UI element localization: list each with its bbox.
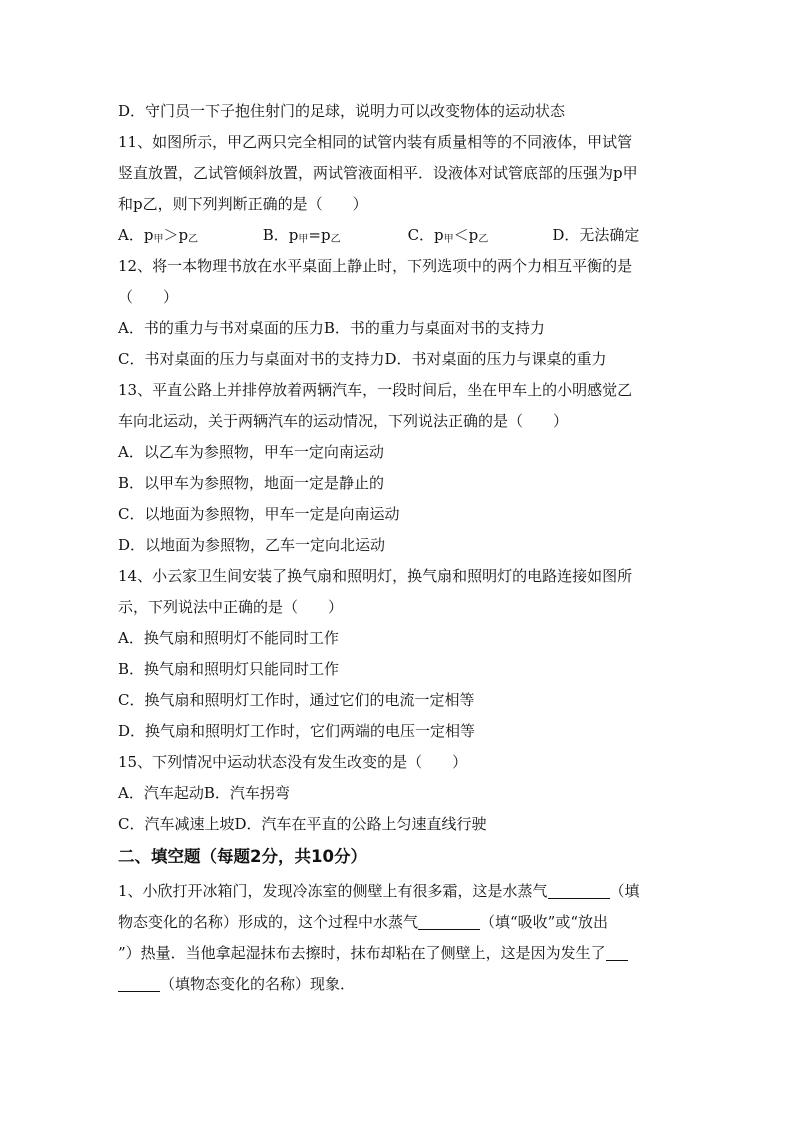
q13-stem-line-1: 13、平直公路上并排停放着两辆汽车，一段时间后，坐在甲车上的小明感觉乙 — [118, 381, 633, 399]
q15-stem: 15、下列情况中运动状态没有发生改变的是（ ） — [118, 753, 468, 771]
q11-option-d: D．无法确定 — [552, 226, 640, 244]
q12-options-cd: C．书对桌面的压力与桌面对书的支持力D．书对桌面的压力与课桌的重力 — [118, 350, 607, 368]
q11-stem-line-2: 竖直放置，乙试管倾斜放置，两试管液面相平．设液体对试管底部的压强为p甲 — [118, 164, 638, 182]
q11-options — [118, 220, 678, 251]
q14-option-d: D．换气扇和照明灯工作时，它们两端的电压一定相等 — [118, 722, 476, 740]
q11-stem-line-1: 11、如图所示，甲乙两只完全相同的试管内装有质量相等的不同液体，甲试管 — [118, 133, 633, 151]
q10-option-d: D．守门员一下子抱住射门的足球，说明力可以改变物体的运动状态 — [118, 102, 566, 120]
document-page — [118, 96, 678, 1000]
answer-blank[interactable] — [606, 945, 628, 961]
q15-options-cd: C．汽车减速上坡D．汽车在平直的公路上匀速直线行驶 — [118, 815, 487, 833]
q15-options-ab: A．汽车起动B．汽车拐弯 — [118, 784, 290, 802]
q14-stem-line-1: 14、小云家卫生间安装了换气扇和照明灯，换气扇和照明灯的电路连接如图所 — [118, 567, 633, 585]
q14-option-c: C．换气扇和照明灯工作时，通过它们的电流一定相等 — [118, 691, 475, 709]
q13-option-c: C．以地面为参照物，甲车一定是向南运动 — [118, 505, 400, 523]
section-heading: 二、填空题（每题2分，共10分） — [118, 847, 367, 866]
fill1-line-2: 物态变化的名称）形成的，这个过程中水蒸气 （填“吸收”或“放出 — [118, 913, 609, 931]
fill1-line-1: 1、小欣打开冰箱门，发现冷冻室的侧壁上有很多霜，这是水蒸气 （填 — [118, 882, 640, 900]
q13-option-a: A．以乙车为参照物，甲车一定向南运动 — [118, 443, 384, 461]
q12-options-ab: A．书的重力与书对桌面的压力B．书的重力与桌面对书的支持力 — [118, 319, 545, 337]
answer-blank[interactable] — [418, 914, 480, 930]
q13-option-b: B．以甲车为参照物，地面一定是静止的 — [118, 474, 385, 492]
fill1-line-4: （填物态变化的名称）现象． — [118, 969, 678, 1000]
fill1-line-3: ”）热量．当他拿起湿抹布去擦时，抹布却粘在了侧壁上，这是因为发生了 — [118, 938, 678, 969]
answer-blank[interactable] — [548, 883, 610, 899]
q11-option-a: A．$p_甲>p_乙$ — [118, 226, 199, 245]
q14-stem-line-2: 示，下列说法中正确的是（ ） — [118, 598, 344, 616]
q12-stem-line-2: （ ） — [118, 288, 179, 306]
q13-stem-line-2: 车向北运动，关于两辆汽车的运动情况，下列说法正确的是（ ） — [118, 412, 569, 430]
q13-option-d: D．以地面为参照物，乙车一定向北运动 — [118, 536, 386, 554]
q14-option-a: A．换气扇和照明灯不能同时工作 — [118, 629, 339, 647]
q11-stem-line-3: 和p乙，则下列判断正确的是（ ） — [118, 195, 368, 213]
q11-option-c: C．$p_甲<p_乙$ — [407, 226, 489, 245]
q12-stem-line-1: 12、将一本物理书放在水平桌面上静止时，下列选项中的两个力相互平衡的是 — [118, 257, 633, 275]
q11-option-b: B．$p_甲=p_乙$ — [262, 226, 341, 245]
answer-blank[interactable] — [118, 976, 160, 992]
q14-option-b: B．换气扇和照明灯只能同时工作 — [118, 660, 340, 678]
